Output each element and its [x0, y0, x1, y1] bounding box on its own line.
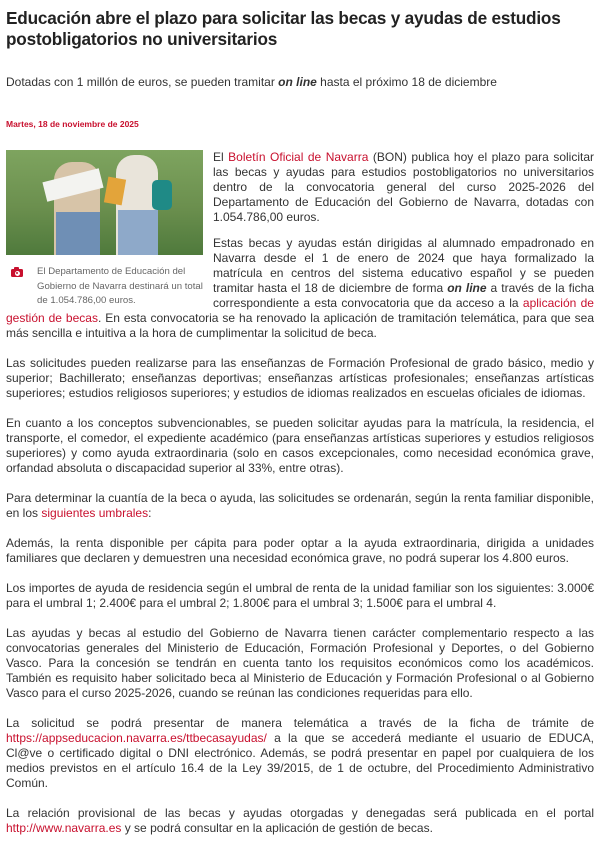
paragraph-10: La relación provisional de las becas y ayudas otorgadas y denegadas será publicada en el portal http://www.navarra.es y se podrá consultar en la aplicación de gestión de becas. [6, 806, 594, 835]
camera-icon [11, 267, 23, 277]
photo-caption [6, 265, 203, 309]
paragraph-9: La solicitud se podrá presentar de manera telemática a través de la ficha de trámite de https://appseducacion.navarra.es/ttbecasayudas/ a la que se accederá mediante el usuario de EDUCA, Cl@ve o certificado digital o DNI electrónico. Además, se podrá presentar en papel por cualquiera de los medios previstos en el artículo 16.4 de la Ley 39/2015, de 1 de octubre, del Procedimiento Administrativo Común. [6, 716, 594, 790]
article-figure [6, 150, 203, 309]
paragraph-8: Las ayudas y becas al estudio del Gobierno de Navarra tienen carácter complementario respecto a las convocatorias generales del Ministerio de Educación, Formación Profesional y Deportes, o del Gobierno Vasco. Para la concesión se tendrán en cuenta tanto los requisitos económicos como los académicos. También es requisito haber solicitado beca al Ministerio de Educación y Formación Profesional o al Gobierno Vasco para el curso 2025-2026, cuando se reúnan las condiciones requeridas para ello. [6, 626, 594, 700]
paragraph-4: En cuanto a los conceptos subvencionables, se pueden solicitar ayudas para la matrícula, la residencia, el transporte, el comedor, el expediente académico (para enseñanzas artísticas superiores y estudios religiosos superiores) y como ayuda extraordinaria (solo en casos excepcionales, como necesidad económica grave, orfandad absoluta o discapacidad superior al 33%, entre otras). [6, 416, 594, 475]
paragraph-5: Para determinar la cuantía de la beca o ayuda, las solicitudes se ordenarán, según la renta familiar disponible, en los siguientes umbrales: [6, 491, 594, 520]
paragraph-1: El Boletín Oficial de Navarra (BON) publica hoy el plazo para solicitar las becas y ayudas para estudios postobligatorios no universitarios dentro de la convocatoria general del curso 2025-2026 del Departamento de Educación del Gobierno de Navarra, dotadas con 1.054.786,00 euros. [213, 150, 594, 224]
navarra-portal-link[interactable]: http://www.navarra.es [6, 821, 122, 835]
umbrales-link[interactable]: siguientes umbrales [41, 506, 149, 520]
paragraph-6: Además, la renta disponible per cápita para poder optar a la ayuda extraordinaria, dirigida a unidades familiares que declaren y demuestren una necesidad económica grave, no podrá superar los 4.800 euros. [6, 536, 594, 565]
paragraph-3: Las solicitudes pueden realizarse para las enseñanzas de Formación Profesional de grado básico, medio y superior; Bachillerato; enseñanzas deportivas; enseñanzas artísticas profesionales; enseñanzas artísticas superiores; estudios religiosos superiores; y estudios de idiomas realizados en escuelas oficiales de idiomas. [6, 356, 594, 400]
article-subtitle: Dotadas con 1 millón de euros, se pueden tramitar on line hasta el próximo 18 de diciembre [6, 75, 497, 89]
paragraph-7: Los importes de ayuda de residencia según el umbral de renta de la unidad familiar son los siguientes: 3.000€ para el umbral 1; 2.400€ para el umbral 2; 1.800€ para el umbral 3; 1.500€ para el umbral 4. [6, 581, 594, 610]
article-title: Educación abre el plazo para solicitar las becas y ayudas de estudios postobligatorios no universitarios [6, 8, 561, 49]
article-intro [6, 150, 594, 341]
students-photo[interactable] [6, 150, 203, 255]
becas-app-link[interactable]: aplicación de gestión de becas [6, 296, 594, 325]
caption-text: El Departamento de Educación del Gobierno de Navarra destinará un total de 1.054.786,00 euros. [37, 266, 203, 306]
publication-date: Martes, 18 de noviembre de 2025 [6, 119, 139, 129]
paragraph-2: Estas becas y ayudas están dirigidas al alumnado empadronado en Navarra desde el 1 de enero de 2024 que haya formalizado la matrícula en centros del sistema educativo español y se pueden tramitar hasta el 18 de diciembre de forma on line a través de la ficha correspondiente a esta convocatoria que da acceso a la aplicación de gestión de becas. En esta convocatoria se ha renovado la aplicación de tramitación telemática, para que sea más sencilla e intuitiva a la hora de cumplimentar la solicitud de beca. [6, 236, 594, 340]
tramite-link[interactable]: https://appseducacion.navarra.es/ttbecasayudas/ [6, 731, 267, 745]
bon-link[interactable]: Boletín Oficial de Navarra [228, 150, 369, 164]
